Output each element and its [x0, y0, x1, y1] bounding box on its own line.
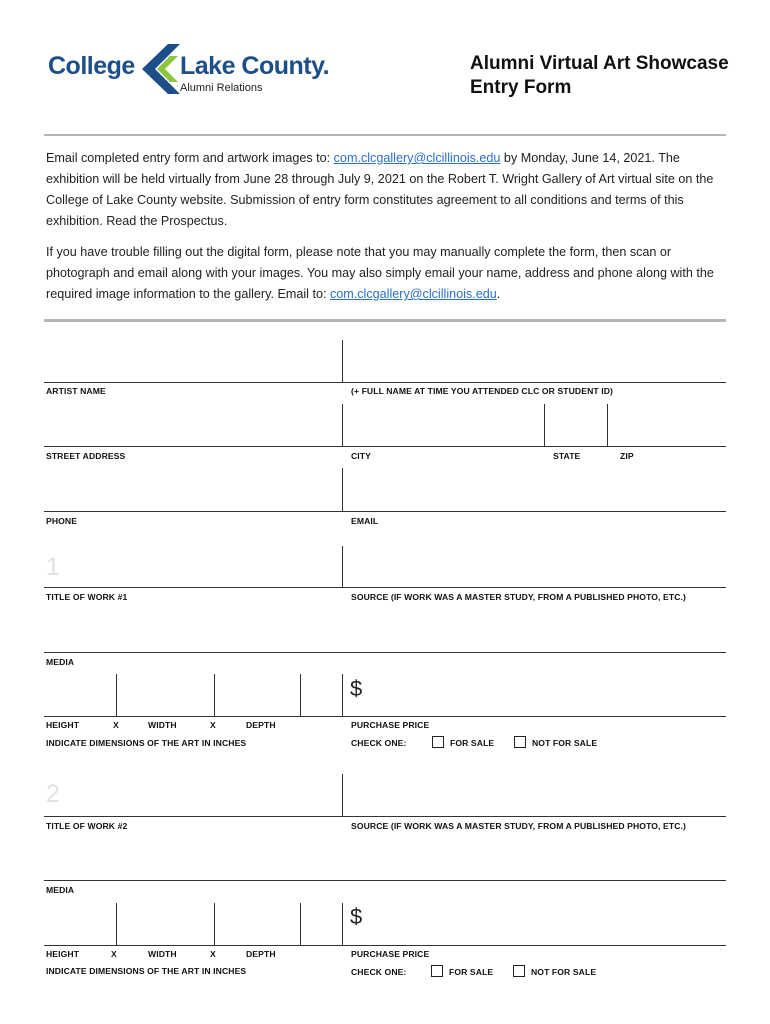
work-2-title-label: TITLE OF WORK #2 [46, 821, 128, 831]
work-1-for-sale-option[interactable] [432, 736, 494, 748]
intro-paragraph-2 [46, 242, 726, 305]
email-link-2[interactable]: com.clcgallery@clcillinois.edu [329, 287, 497, 301]
intro-p1-text: Email completed entry form and artwork images to: [46, 151, 334, 165]
email-input[interactable] [343, 468, 726, 511]
divider [342, 340, 343, 382]
work-1-dims-note: INDICATE DIMENSIONS OF THE ART IN INCHES [46, 738, 247, 748]
work-1-depth-label: DEPTH [246, 720, 276, 730]
work-2-number: 2 [46, 780, 60, 808]
work-2-price-label: PURCHASE PRICE [351, 949, 430, 959]
street-address-input[interactable] [44, 404, 342, 446]
work-2-height-label: HEIGHT [46, 949, 80, 959]
work-2-for-sale-label: FOR SALE [449, 967, 494, 977]
work-2-media-label: MEDIA [46, 885, 75, 895]
work-2-dollar-sign: $ [350, 904, 363, 929]
work-1-x2: X [210, 720, 216, 730]
work-2-width-label: WIDTH [148, 949, 177, 959]
divider [214, 903, 215, 945]
work-2-not-for-sale-checkbox[interactable] [513, 965, 525, 977]
intro-paragraph-1 [46, 148, 726, 232]
page-title [470, 52, 729, 100]
logo-subtitle: Alumni Relations [180, 82, 263, 94]
address-line [44, 446, 726, 447]
header-divider [44, 134, 726, 136]
work-1-dims-line [44, 716, 726, 717]
divider [342, 903, 343, 945]
work-2-for-sale-option[interactable] [431, 965, 493, 977]
clc-logo [48, 42, 330, 98]
work-2-media-line [44, 880, 726, 881]
intro-p1-rest: by Monday, June 14, 2021. The exhibition will be held virtually from June 28 through July 9, 2021 on the Robert T. Wright Gallery of Art virtual site on the College of Lake County website. Submission of entry form constitutes agreement to all conditions and terms of this exhibition. Read the Prospectus. [46, 151, 714, 228]
work-1-source-label: SOURCE (IF WORK WAS A MASTER STUDY, FROM A PUBLISHED PHOTO, ETC.) [351, 592, 686, 602]
work-2-source-label: SOURCE (IF WORK WAS A MASTER STUDY, FROM A PUBLISHED PHOTO, ETC.) [351, 821, 686, 831]
title-line-2: Entry Form [470, 77, 572, 98]
work-2-for-sale-checkbox[interactable] [431, 965, 443, 977]
work-2-price-input[interactable] [343, 903, 726, 945]
work-1-not-for-sale-option[interactable] [514, 736, 597, 748]
divider [544, 404, 545, 446]
work-1-title-line [44, 587, 726, 588]
work-2-x1: X [111, 949, 117, 959]
phone-line [44, 511, 726, 512]
work-1-source-input[interactable] [343, 546, 726, 587]
logo-word-lake-county: Lake County. [180, 52, 330, 80]
intro-p2-text: If you have trouble filling out the digital form, please note that you may manually complete the form, then scan or photograph and email along with your images. You may also simply email your name, address and phone along with the required image information to the gallery. Email to: [46, 245, 714, 301]
state-label: STATE [553, 451, 581, 461]
work-1-price-label: PURCHASE PRICE [351, 720, 430, 730]
divider [607, 404, 608, 446]
work-1-depth-input[interactable] [215, 674, 299, 716]
logo-word-college: College [48, 52, 135, 80]
city-label: CITY [351, 451, 371, 461]
work-1-title-label: TITLE OF WORK #1 [46, 592, 128, 602]
full-name-input[interactable] [343, 340, 726, 382]
work-1-price-input[interactable] [343, 674, 726, 716]
intro-p2-rest: . [496, 287, 501, 301]
work-1-media-line [44, 652, 726, 653]
work-1-check-one: CHECK ONE: [351, 738, 407, 748]
work-1-width-input[interactable] [117, 674, 213, 716]
form-divider [44, 319, 726, 322]
work-2-depth-input[interactable] [215, 903, 299, 945]
full-name-note: (+ FULL NAME AT TIME YOU ATTENDED CLC OR STUDENT ID) [351, 386, 613, 396]
zip-input[interactable] [608, 404, 726, 446]
artist-name-label: ARTIST NAME [46, 386, 106, 396]
work-2-x2: X [210, 949, 216, 959]
city-input[interactable] [343, 404, 543, 446]
work-2-title-input[interactable] [44, 774, 342, 816]
work-2-media-input[interactable] [44, 840, 726, 880]
artist-name-line [44, 382, 726, 383]
work-1-media-input[interactable] [44, 612, 726, 652]
work-1-for-sale-label: FOR SALE [450, 738, 495, 748]
work-1-width-label: WIDTH [148, 720, 177, 730]
artist-name-input[interactable] [44, 340, 342, 382]
work-1-height-label: HEIGHT [46, 720, 80, 730]
work-1-title-input[interactable] [44, 546, 342, 587]
divider [342, 546, 343, 587]
work-1-for-sale-checkbox[interactable] [432, 736, 444, 748]
zip-label: ZIP [620, 451, 634, 461]
work-1-dollar-sign: $ [350, 676, 363, 701]
divider [214, 674, 215, 716]
state-input[interactable] [545, 404, 606, 446]
divider [116, 674, 117, 716]
divider [342, 404, 343, 446]
email-link-1[interactable]: com.clcgallery@clcillinois.edu [333, 151, 501, 165]
divider [342, 774, 343, 816]
work-2-not-for-sale-option[interactable] [513, 965, 596, 977]
work-2-not-for-sale-label: NOT FOR SALE [531, 967, 597, 977]
work-1-not-for-sale-label: NOT FOR SALE [532, 738, 598, 748]
work-2-width-input[interactable] [117, 903, 213, 945]
title-line-1: Alumni Virtual Art Showcase [470, 53, 729, 74]
work-2-source-input[interactable] [343, 774, 726, 816]
work-1-height-input[interactable] [44, 674, 115, 716]
work-1-media-label: MEDIA [46, 657, 75, 667]
work-1-x1: X [113, 720, 119, 730]
work-2-height-input[interactable] [44, 903, 115, 945]
divider [342, 674, 343, 716]
work-2-check-one: CHECK ONE: [351, 967, 407, 977]
divider [116, 903, 117, 945]
divider [300, 903, 301, 945]
work-2-depth-label: DEPTH [246, 949, 276, 959]
phone-input[interactable] [44, 468, 342, 511]
logo-mark-icon [138, 42, 182, 96]
phone-label: PHONE [46, 516, 78, 526]
divider [300, 674, 301, 716]
work-1-not-for-sale-checkbox[interactable] [514, 736, 526, 748]
email-label: EMAIL [351, 516, 379, 526]
work-2-dims-note: INDICATE DIMENSIONS OF THE ART IN INCHES [46, 966, 247, 976]
work-2-dims-line [44, 945, 726, 946]
work-2-title-line [44, 816, 726, 817]
divider [342, 468, 343, 511]
street-address-label: STREET ADDRESS [46, 451, 126, 461]
work-1-number: 1 [46, 553, 60, 581]
